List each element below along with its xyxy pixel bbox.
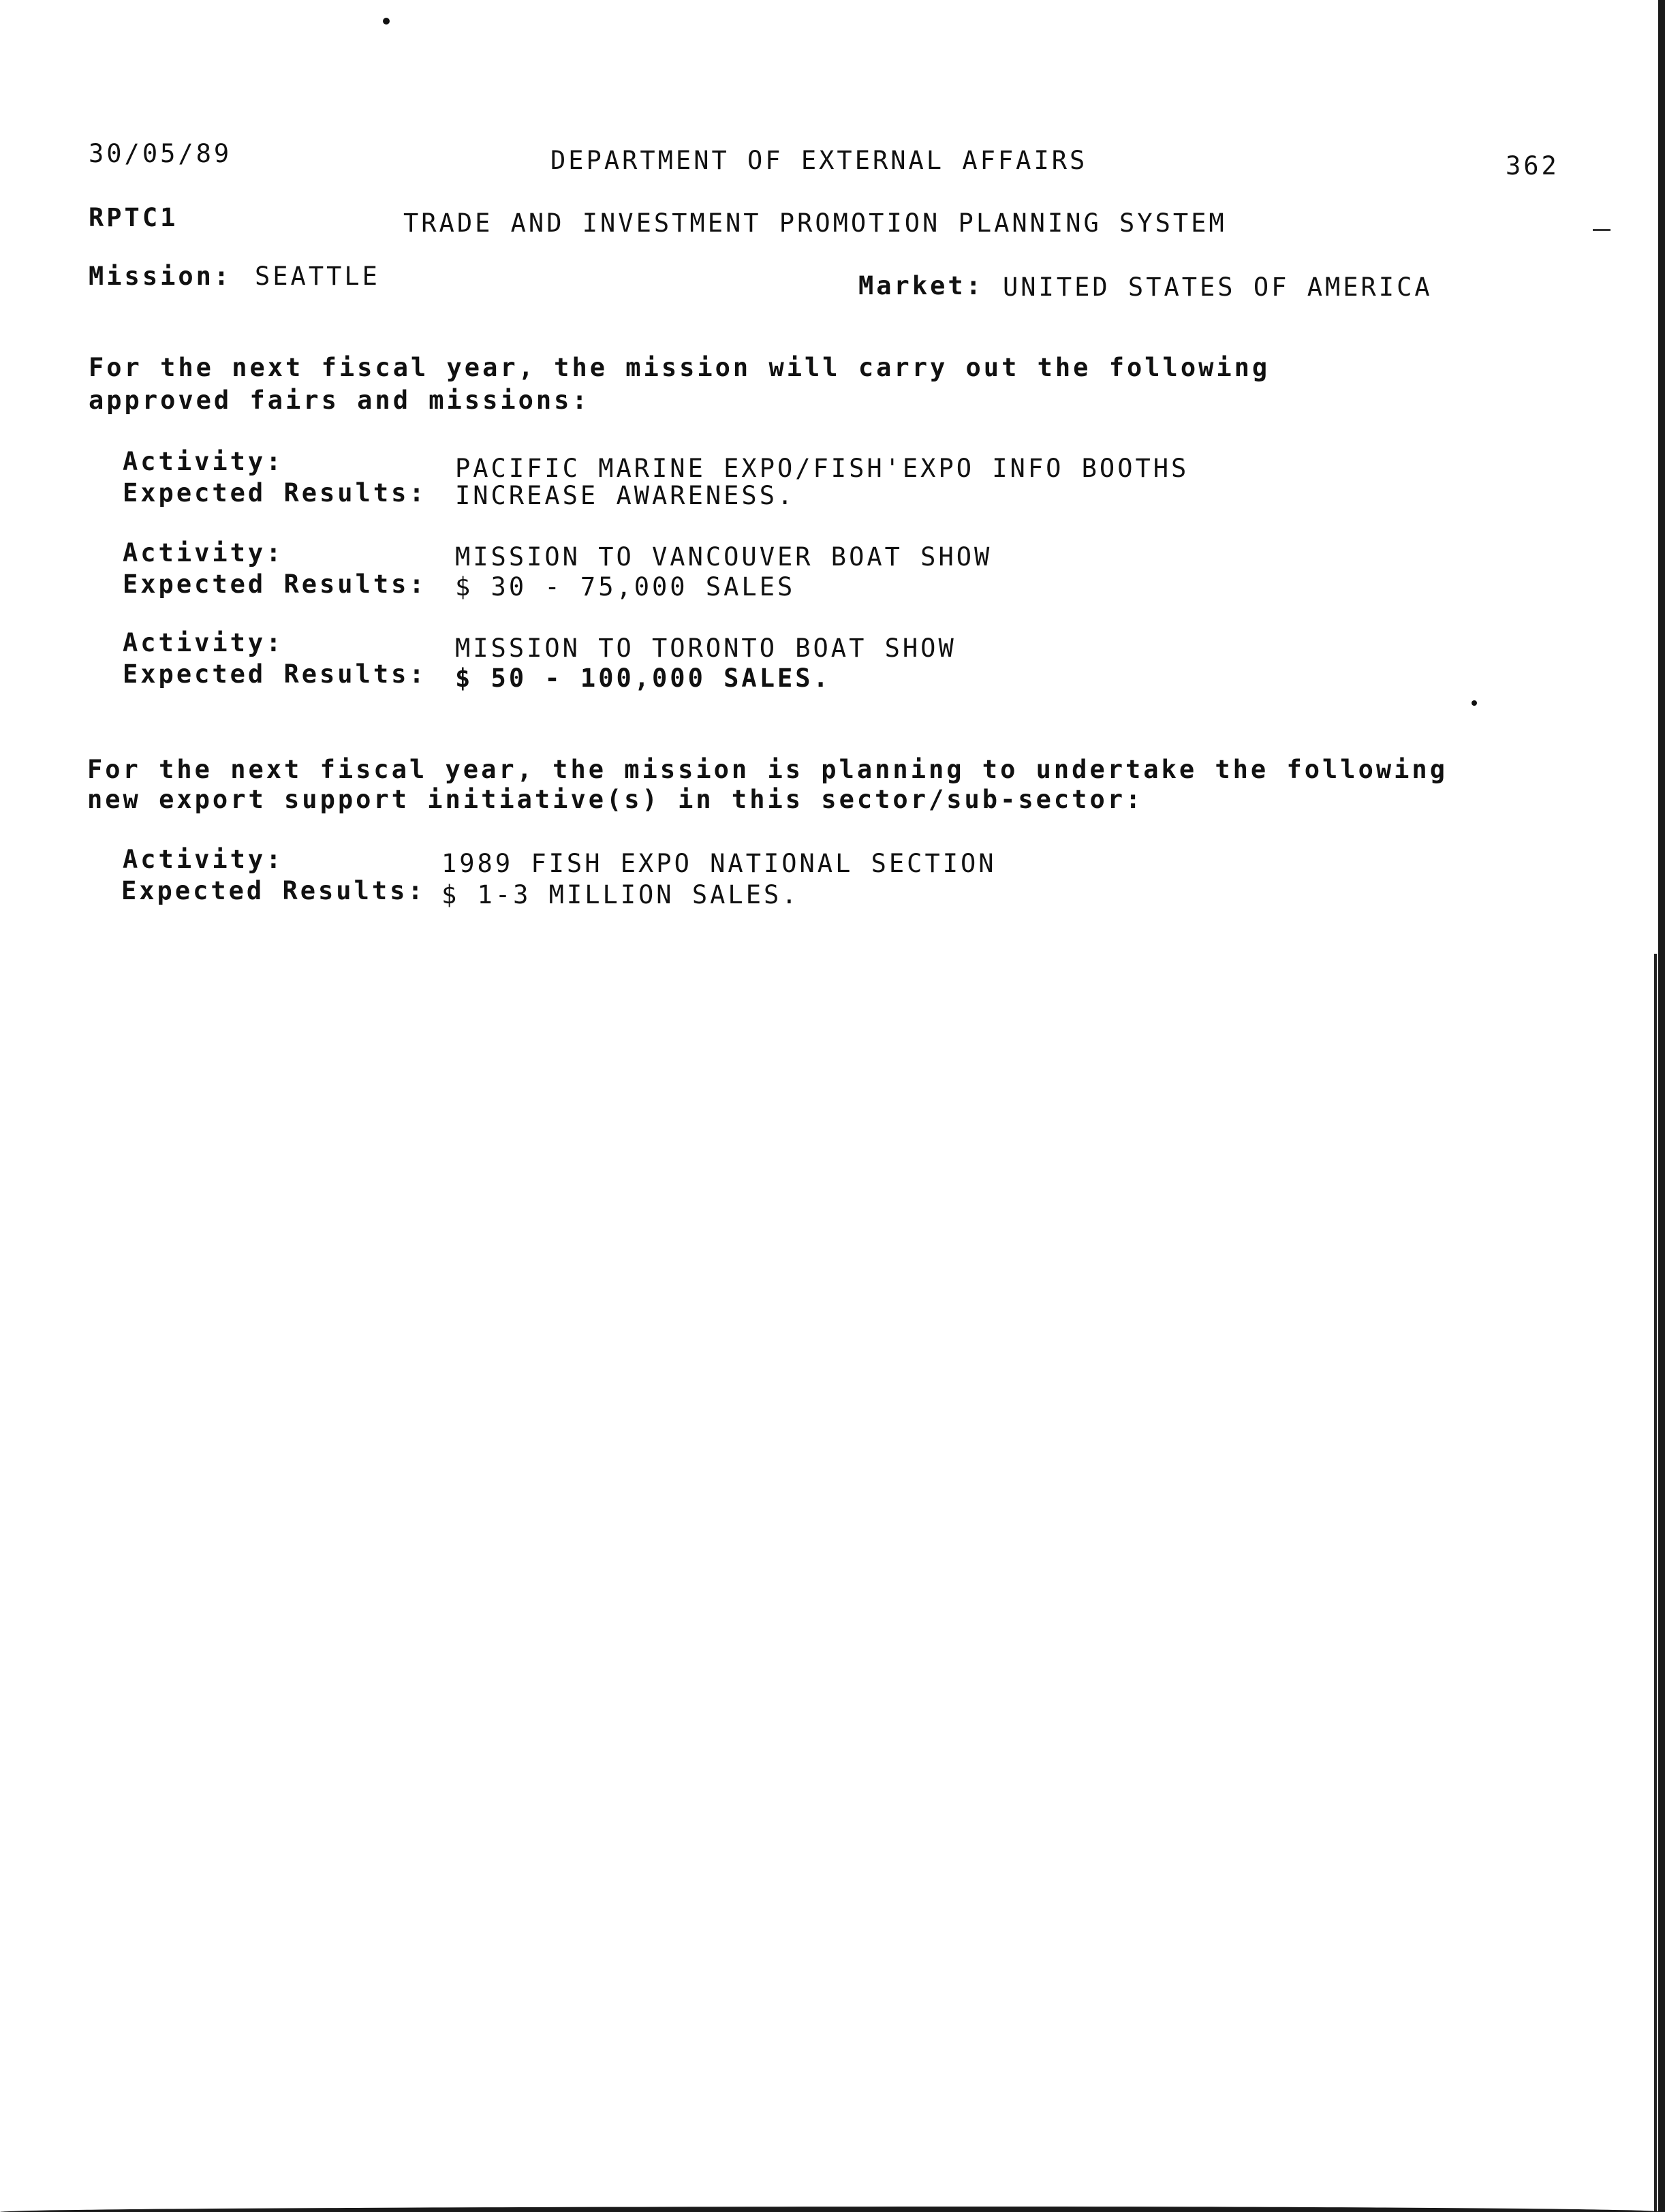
activity-value: PACIFIC MARINE EXPO/FISH'EXPO INFO BOOTHS [455, 454, 1189, 483]
activity-label: Activity: [123, 538, 284, 567]
expected-results-value: $ 1-3 MILLION SALES. [441, 880, 800, 909]
section1-intro-line2: approved fairs and missions: [89, 386, 590, 415]
mission-label: Mission: [89, 262, 232, 291]
expected-results-value: $ 50 - 100,000 SALES. [455, 664, 831, 693]
scan-speck [383, 18, 390, 25]
activity-value: MISSION TO TORONTO BOAT SHOW [455, 634, 956, 663]
activity-label: Activity: [123, 628, 284, 657]
expected-results-value: INCREASE AWARENESS. [455, 481, 796, 510]
expected-results-label: Expected Results: [121, 876, 426, 905]
mission-value: SEATTLE [255, 262, 380, 291]
page-number: 362 [1506, 151, 1559, 181]
margin-mark [1593, 229, 1610, 231]
expected-results-value: $ 30 - 75,000 SALES [455, 572, 796, 602]
expected-results-label: Expected Results: [123, 570, 427, 599]
activity-label: Activity: [123, 845, 284, 874]
system-name: TRADE AND INVESTMENT PROMOTION PLANNING SYSTEM [403, 208, 1227, 238]
page-edge-bottom [0, 2207, 1665, 2212]
department-title: DEPARTMENT OF EXTERNAL AFFAIRS [550, 146, 1088, 175]
section2-intro-line1: For the next fiscal year, the mission is planning to undertake the following [87, 755, 1448, 784]
expected-results-label: Expected Results: [123, 478, 427, 508]
scan-speck [1472, 700, 1477, 706]
page-edge-right [1658, 0, 1665, 2212]
expected-results-label: Expected Results: [123, 659, 427, 689]
report-code: RPTC1 [89, 203, 178, 232]
activity-value: MISSION TO VANCOUVER BOAT SHOW [455, 542, 993, 572]
market-label: Market: [858, 271, 984, 300]
activity-value: 1989 FISH EXPO NATIONAL SECTION [441, 849, 997, 878]
section2-intro-line2: new export support initiative(s) in this sector/sub-sector: [87, 785, 1144, 814]
market-value: UNITED STATES OF AMERICA [1003, 272, 1433, 302]
report-date: 30/05/89 [89, 139, 232, 168]
page-edge-shadow [1654, 954, 1657, 2212]
section1-intro-line1: For the next fiscal year, the mission will carry out the following [89, 353, 1271, 382]
activity-label: Activity: [123, 447, 284, 476]
